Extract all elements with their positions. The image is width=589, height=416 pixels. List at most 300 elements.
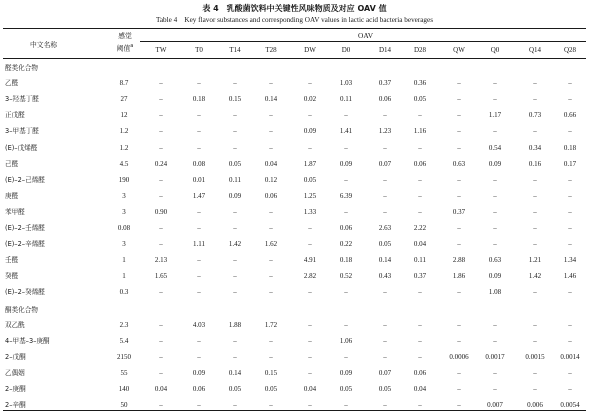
oav-cell-q0: 1.08 [488, 288, 502, 297]
oav-cell-dw: – [308, 79, 312, 88]
oav-cell-dw: – [308, 320, 312, 329]
header-name: 中文名称 [30, 41, 58, 49]
oav-cell-qw: – [457, 336, 461, 345]
oav-cell-q28: 0.66 [563, 111, 577, 120]
oav-cell-q0: – [493, 207, 497, 216]
oav-cell-dw: 0.04 [303, 385, 317, 393]
oav-cell-d0: 0.22 [339, 240, 353, 249]
oav-cell-q14: – [533, 385, 537, 393]
threshold-cell: 1.2 [119, 143, 129, 152]
table-row [0, 78, 589, 94]
compound-name: 癸醛 [5, 272, 19, 281]
oav-cell-q28: – [568, 336, 572, 345]
column-header-qw: QW [453, 46, 465, 54]
oav-cell-q28: – [568, 224, 572, 232]
oav-cell-t28: 0.12 [264, 175, 278, 184]
oav-cell-q0: 0.09 [488, 159, 502, 168]
header-threshold [110, 31, 140, 53]
oav-cell-t14: 1.88 [228, 320, 242, 329]
column-header-dw: DW [304, 46, 316, 54]
oav-cell-d28: – [418, 111, 422, 120]
oav-cell-t14: – [233, 143, 237, 152]
table-row [0, 336, 589, 352]
table-row [0, 255, 589, 271]
compound-name: 庚醛 [5, 191, 19, 200]
oav-cell-t0: – [197, 352, 201, 361]
oav-cell-qw: 1.86 [452, 272, 466, 281]
oav-cell-qw: 0.63 [452, 159, 466, 168]
oav-cell-qw: 2.88 [452, 256, 466, 265]
oav-cell-q0: 0.0017 [485, 352, 505, 361]
oav-cell-t0: 0.08 [192, 159, 206, 168]
oav-cell-q28: – [568, 240, 572, 249]
oav-cell-d28: 0.37 [413, 272, 427, 281]
oav-cell-tw: 0.90 [154, 207, 168, 216]
compound-name: 苯甲醛 [5, 207, 25, 216]
column-header-q0: Q0 [490, 46, 500, 54]
group-label: 酮类化合物 [5, 305, 38, 314]
oav-cell-d28: 1.16 [413, 127, 427, 136]
column-header-t14: T14 [229, 46, 241, 54]
oav-cell-q14: – [533, 95, 537, 104]
oav-cell-dw: – [308, 111, 312, 120]
oav-cell-d28: – [418, 175, 422, 184]
oav-cell-t28: – [269, 207, 273, 216]
oav-cell-tw: – [159, 240, 163, 249]
compound-name: 2–辛酮 [5, 401, 26, 410]
oav-cell-t0: 1.47 [192, 191, 206, 200]
compound-name: (E)–2–壬烯醛 [5, 224, 45, 232]
oav-cell-qw: 0.0006 [449, 352, 469, 361]
oav-cell-t0: 4.03 [192, 320, 206, 329]
oav-cell-d14: 1.23 [378, 127, 392, 136]
table-row [0, 143, 589, 159]
oav-cell-q0: – [493, 95, 497, 104]
oav-cell-q0: 1.17 [488, 111, 502, 120]
oav-cell-t14: 0.11 [229, 175, 241, 184]
column-header-t28: T28 [265, 46, 277, 54]
oav-cell-t14: – [233, 401, 237, 410]
threshold-cell: 2.3 [119, 320, 129, 329]
table-row [0, 271, 589, 287]
oav-cell-q0: – [493, 240, 497, 249]
oav-cell-q14: 0.006 [527, 401, 543, 410]
oav-cell-q28: – [568, 175, 572, 184]
threshold-cell: 1.2 [119, 127, 129, 136]
oav-cell-dw: 0.02 [303, 95, 317, 104]
oav-cell-d14: 0.06 [378, 95, 392, 104]
oav-cell-d28: 0.11 [414, 256, 426, 265]
oav-cell-tw: – [159, 143, 163, 152]
oav-cell-t28: – [269, 352, 273, 361]
threshold-cell: 0.08 [117, 224, 131, 232]
oav-cell-t0: – [197, 288, 201, 297]
compound-name: (E)–戊烯醛 [5, 143, 38, 152]
oav-cell-d14: – [383, 143, 387, 152]
oav-cell-q28: – [568, 191, 572, 200]
oav-cell-t28: 1.72 [264, 320, 278, 329]
oav-cell-t14: – [233, 207, 237, 216]
column-header-d14: D14 [378, 46, 392, 54]
oav-cell-t0: – [197, 207, 201, 216]
oav-cell-t0: 0.01 [192, 175, 206, 184]
oav-cell-dw: – [308, 143, 312, 152]
threshold-cell: 3 [122, 191, 126, 200]
oav-cell-d14: 0.43 [378, 272, 392, 281]
oav-cell-dw: 1.87 [303, 159, 317, 168]
oav-cell-tw: – [159, 336, 163, 345]
oav-cell-dw: – [308, 240, 312, 249]
oav-cell-t28: 0.14 [264, 95, 278, 104]
oav-cell-q14: 0.34 [528, 143, 542, 152]
threshold-cell: 1 [122, 272, 126, 281]
oav-cell-tw: – [159, 111, 163, 120]
oav-cell-dw: – [308, 401, 312, 410]
oav-cell-dw: 1.33 [303, 207, 317, 216]
oav-cell-d14: 2.63 [378, 224, 392, 232]
oav-cell-d0: – [344, 143, 348, 152]
oav-cell-q0: – [493, 224, 497, 232]
oav-cell-q14: – [533, 224, 537, 232]
oav-cell-qw: – [457, 240, 461, 249]
oav-cell-tw: – [159, 79, 163, 88]
oav-cell-q28: – [568, 385, 572, 393]
oav-cell-d0: 1.03 [339, 79, 353, 88]
threshold-cell: 1 [122, 256, 126, 265]
top-rule [3, 28, 586, 29]
oav-cell-q14: 0.0015 [525, 352, 545, 361]
oav-cell-t14: – [233, 224, 237, 232]
oav-cell-q28: – [568, 368, 572, 377]
oav-cell-d28: – [418, 143, 422, 152]
oav-cell-q14: 1.42 [528, 272, 542, 281]
oav-cell-t14: – [233, 288, 237, 297]
oav-cell-d28: – [418, 336, 422, 345]
oav-cell-dw: 2.82 [303, 272, 317, 281]
oav-cell-d14: – [383, 111, 387, 120]
oav-cell-t28: – [269, 224, 273, 232]
oav-cell-q14: – [533, 175, 537, 184]
oav-cell-qw: – [457, 95, 461, 104]
oav-cell-t28: – [269, 336, 273, 345]
header-oav: OAV [358, 31, 374, 40]
oav-cell-t14: – [233, 256, 237, 265]
oav-cell-q14: 0.73 [528, 111, 542, 120]
compound-name: 双乙酰 [5, 320, 25, 329]
oav-cell-d0: – [344, 111, 348, 120]
oav-cell-d14: 0.14 [378, 256, 392, 265]
oav-cell-dw: – [308, 288, 312, 297]
oav-cell-tw: – [159, 191, 163, 200]
oav-cell-q0: – [493, 385, 497, 393]
oav-cell-t14: – [233, 79, 237, 88]
oav-cell-qw: – [457, 401, 461, 410]
oav-cell-t14: 0.05 [228, 159, 242, 168]
oav-cell-d28: 0.05 [413, 95, 427, 104]
oav-cell-q28: 0.17 [563, 159, 577, 168]
oav-cell-t0: – [197, 336, 201, 345]
oav-cell-q0: – [493, 191, 497, 200]
table-row [0, 94, 589, 110]
oav-cell-dw: – [308, 336, 312, 345]
column-header-q28: Q28 [563, 46, 577, 54]
oav-cell-d28: – [418, 352, 422, 361]
group-label: 醛类化合物 [5, 64, 38, 72]
oav-cell-tw: – [159, 368, 163, 377]
oav-cell-tw: – [159, 352, 163, 361]
compound-name: 壬醛 [5, 256, 19, 265]
table-title-chinese: 表 4 乳酸菌饮料中关键性风味物质及对应 OAV 值 [202, 4, 387, 13]
oav-cell-t0: – [197, 224, 201, 232]
oav-cell-d14: 0.37 [378, 79, 392, 88]
threshold-cell: 8.7 [119, 79, 129, 88]
table-row [0, 223, 589, 239]
table-row [0, 239, 589, 255]
oav-cell-d14: – [383, 191, 387, 200]
oav-cell-t0: 1.11 [193, 240, 205, 249]
oav-cell-d0: – [344, 401, 348, 410]
threshold-cell: 27 [120, 95, 128, 104]
oav-cell-t28: 0.06 [264, 191, 278, 200]
oav-cell-q14: – [533, 368, 537, 377]
oav-cell-d0: 0.09 [339, 368, 353, 377]
oav-cell-d28: 0.36 [413, 79, 427, 88]
oav-cell-q14: – [533, 79, 537, 88]
oav-cell-q28: 0.18 [563, 143, 577, 152]
oav-cell-q14: – [533, 127, 537, 136]
oav-cell-tw: 1.65 [154, 272, 168, 281]
oav-cell-d14: – [383, 207, 387, 216]
oav-cell-q0: – [493, 175, 497, 184]
oav-cell-q28: – [568, 320, 572, 329]
oav-cell-q28: 0.0014 [560, 352, 580, 361]
oav-cell-d0: – [344, 207, 348, 216]
oav-cell-q14: – [533, 288, 537, 297]
oav-cell-qw: – [457, 79, 461, 88]
oav-cell-q0: – [493, 320, 497, 329]
oav-cell-d0: – [344, 320, 348, 329]
threshold-cell: 0.3 [119, 288, 129, 297]
oav-cell-t14: – [233, 111, 237, 120]
oav-cell-t28: – [269, 256, 273, 265]
compound-name: 3–甲基丁醛 [5, 127, 39, 136]
oav-cell-d0: 0.18 [339, 256, 353, 265]
oav-cell-d0: 1.06 [339, 336, 353, 345]
oav-cell-dw: – [308, 368, 312, 377]
oav-cell-t14: – [233, 127, 237, 136]
compound-name: (E)–2–癸烯醛 [5, 288, 45, 297]
oav-cell-qw: – [457, 127, 461, 136]
oav-cell-q14: 0.16 [528, 159, 542, 168]
oav-cell-t14: – [233, 272, 237, 281]
oav-cell-d14: – [383, 288, 387, 297]
table-row [0, 110, 589, 126]
oav-cell-q0: – [493, 127, 497, 136]
oav-cell-tw: – [159, 288, 163, 297]
oav-cell-q0: 0.54 [488, 143, 502, 152]
header-rule [3, 58, 586, 59]
oav-cell-qw: – [457, 175, 461, 184]
threshold-cell: 55 [120, 368, 128, 377]
oav-cell-tw: – [159, 401, 163, 410]
oav-cell-d14: – [383, 320, 387, 329]
oav-cell-qw: – [457, 111, 461, 120]
oav-cell-t28: – [269, 143, 273, 152]
oav-cell-q0: – [493, 368, 497, 377]
oav-cell-t14: – [233, 352, 237, 361]
compound-name: 2–戊酮 [5, 352, 26, 361]
oav-cell-t28: – [269, 288, 273, 297]
oav-cell-d14: – [383, 175, 387, 184]
oav-cell-q28: – [568, 95, 572, 104]
oav-cell-tw: 2.13 [154, 256, 168, 265]
oav-cell-q0: – [493, 79, 497, 88]
oav-cell-q28: – [568, 288, 572, 297]
oav-cell-d0: 1.41 [339, 127, 353, 136]
table-row [0, 287, 589, 303]
compound-name: 乙醛 [5, 79, 19, 88]
oav-cell-q28: – [568, 127, 572, 136]
table-row [0, 352, 589, 368]
oav-cell-t14: 0.15 [228, 95, 242, 104]
oav-cell-d14: 0.05 [378, 385, 392, 393]
oav-cell-dw: 0.05 [303, 175, 317, 184]
column-header-d0: D0 [341, 46, 351, 54]
oav-cell-d28: – [418, 191, 422, 200]
oav-cell-tw: – [159, 127, 163, 136]
header-threshold-line1: 感觉 [118, 32, 132, 40]
table-row [0, 207, 589, 223]
oav-cell-t28: 1.62 [264, 240, 278, 249]
oav-cell-t28: 0.15 [264, 368, 278, 377]
oav-cell-d0: 0.05 [339, 385, 353, 393]
threshold-cell: 140 [118, 385, 130, 393]
oav-cell-q0: – [493, 336, 497, 345]
oav-cell-t14: 0.14 [228, 368, 242, 377]
table-row [0, 320, 589, 336]
table-row [0, 175, 589, 191]
table-row [0, 159, 589, 175]
column-header-d28: D28 [413, 46, 427, 54]
oav-cell-t28: – [269, 127, 273, 136]
table-row [0, 368, 589, 384]
oav-cell-qw: – [457, 288, 461, 297]
oav-cell-d28: – [418, 401, 422, 410]
compound-name: 己醛 [5, 159, 19, 168]
oav-cell-t0: – [197, 143, 201, 152]
oav-cell-t0: – [197, 111, 201, 120]
oav-cell-q0: 0.09 [488, 272, 502, 281]
column-header-t0: T0 [195, 46, 203, 54]
oav-cell-d28: 0.04 [413, 385, 427, 393]
compound-name: 4–甲基–3–庚酮 [5, 336, 50, 345]
oav-cell-t28: – [269, 401, 273, 410]
oav-cell-d0: 0.52 [339, 272, 353, 281]
oav-cell-d14: – [383, 401, 387, 410]
oav-cell-t14: 0.05 [228, 385, 242, 393]
threshold-cell: 4.5 [119, 159, 129, 168]
oav-cell-d14: 0.07 [378, 159, 392, 168]
oav-cell-q14: – [533, 207, 537, 216]
oav-cell-t14: 1.42 [228, 240, 242, 249]
oav-cell-t14: 0.09 [228, 191, 242, 200]
oav-cell-tw: – [159, 175, 163, 184]
oav-cell-t28: 0.05 [264, 385, 278, 393]
oav-cell-t28: – [269, 111, 273, 120]
oav-cell-d28: 0.04 [413, 240, 427, 249]
oav-cell-q0: 0.007 [487, 401, 503, 410]
oav-cell-d0: 0.11 [340, 95, 352, 104]
compound-name: 3–羟基丁醛 [5, 95, 39, 104]
oav-cell-d14: – [383, 352, 387, 361]
oav-cell-d14: – [383, 336, 387, 345]
compound-name: (E)–2–己烯醛 [5, 175, 45, 184]
oav-cell-t28: 0.04 [264, 159, 278, 168]
oav-cell-q0: 0.63 [488, 256, 502, 265]
oav-cell-tw: 0.24 [154, 159, 168, 168]
threshold-cell: 5.4 [119, 336, 129, 345]
oav-cell-d28: – [418, 320, 422, 329]
oav-cell-t28: – [269, 272, 273, 281]
oav-cell-q28: – [568, 207, 572, 216]
oav-cell-d28: 0.06 [413, 368, 427, 377]
oav-cell-qw: – [457, 191, 461, 200]
oav-cell-q28: – [568, 79, 572, 88]
oav-cell-d14: 0.05 [378, 240, 392, 249]
table-row [0, 126, 589, 142]
threshold-cell: 3 [122, 240, 126, 249]
compound-name: 2–庚酮 [5, 385, 26, 393]
oav-cell-d0: 0.06 [339, 224, 353, 232]
header-threshold-line2: 阈值$^a$ [116, 43, 134, 53]
column-header-tw: TW [155, 46, 167, 54]
oav-cell-dw: 0.09 [303, 127, 317, 136]
oav-cell-d28: – [418, 207, 422, 216]
oav-cell-dw: 4.91 [303, 256, 317, 265]
oav-cell-d28: 0.06 [413, 159, 427, 168]
oav-cell-dw: – [308, 224, 312, 232]
oav-cell-d28: 2.22 [413, 224, 427, 232]
oav-cell-q28: 0.0054 [560, 401, 580, 410]
oav-cell-qw: – [457, 143, 461, 152]
oav-cell-t0: – [197, 79, 201, 88]
oav-cell-qw: – [457, 320, 461, 329]
oav-cell-d0: – [344, 288, 348, 297]
oav-cell-d0: – [344, 175, 348, 184]
oav-cell-dw: – [308, 352, 312, 361]
oav-cell-d0: 0.09 [339, 159, 353, 168]
oav-cell-t0: 0.18 [192, 95, 206, 104]
oav-cell-q28: 1.34 [563, 256, 577, 265]
oav-cell-qw: – [457, 385, 461, 393]
oav-cell-d0: – [344, 352, 348, 361]
threshold-cell: 50 [120, 401, 128, 410]
oav-cell-q14: – [533, 240, 537, 249]
compound-name: 正戊醛 [5, 111, 25, 120]
oav-cell-q14: – [533, 336, 537, 345]
oav-cell-d14: 0.07 [378, 368, 392, 377]
oav-cell-t0: – [197, 272, 201, 281]
oav-sub-rule [140, 41, 586, 42]
oav-cell-d0: 6.39 [339, 191, 353, 200]
oav-cell-t14: – [233, 336, 237, 345]
oav-cell-q14: 1.21 [528, 256, 542, 265]
oav-cell-q28: 1.46 [563, 272, 577, 281]
column-header-q14: Q14 [528, 46, 542, 54]
oav-cell-t0: – [197, 401, 201, 410]
table-row [0, 191, 589, 207]
oav-cell-t0: – [197, 256, 201, 265]
